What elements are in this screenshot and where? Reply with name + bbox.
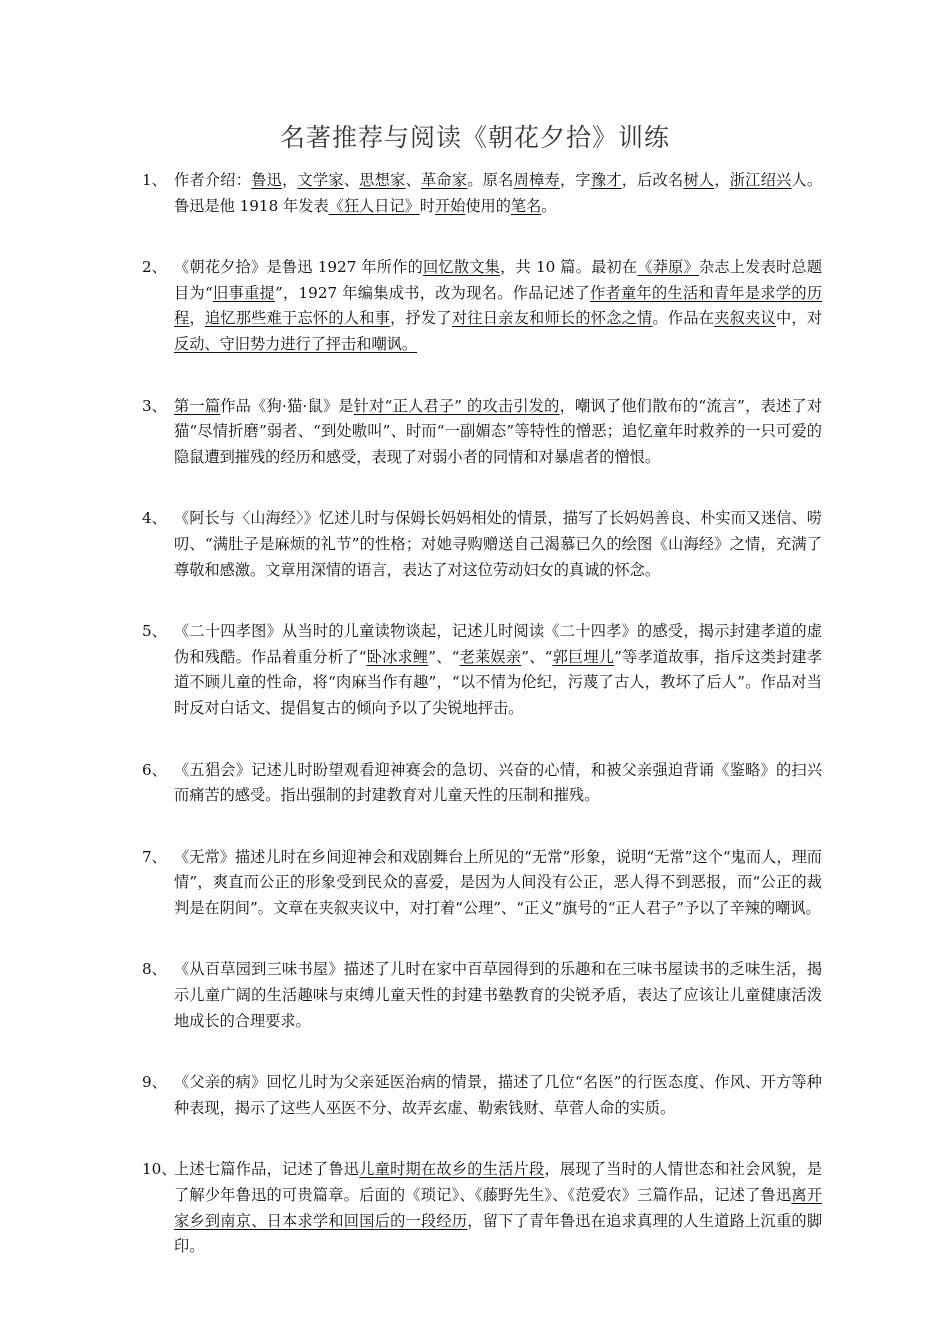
item-number: 4、 <box>142 509 167 528</box>
underlined-text: 思想家 <box>359 171 406 189</box>
item-number: 1、 <box>142 171 167 189</box>
underlined-text: 针对“正人君子” 的攻击引发的 <box>353 396 560 415</box>
underlined-text: 文学家 <box>297 171 344 189</box>
item-number: 7、 <box>142 847 167 866</box>
text-segment: 使用的 <box>465 196 511 215</box>
text-segment: ， <box>282 171 298 189</box>
item-text <box>174 960 822 1029</box>
underlined-text: 反动、守旧势力进行了抨击和嘲讽。 <box>174 334 417 353</box>
item-text <box>174 509 822 578</box>
text-segment: ， <box>714 171 730 189</box>
text-segment: ，展现了当时的人情世态和社会风貌，是了解少年鲁迅的可贵篇章。后面的《琐记》、《藤野先生》、《范爱农》三篇作品，记述了鲁迅 <box>174 1160 823 1205</box>
text-segment: 中，对 <box>776 309 823 328</box>
text-segment: 。原名 <box>467 171 514 189</box>
document-title: 名著推荐与阅读《朝花夕拾》训练 <box>279 123 670 152</box>
text-segment: 。作品在 <box>652 309 715 328</box>
underlined-text: 郭巨埋儿 <box>552 647 615 666</box>
item-text <box>174 622 822 717</box>
item-number: 9、 <box>142 1073 167 1092</box>
text-segment: 、 <box>343 171 360 189</box>
text-segment: ”，1927 年编集成书，改为现名。作品记述了 <box>274 283 591 302</box>
underlined-text: 树人 <box>683 171 715 189</box>
text-segment: 《五猖会》记述儿时盼望观看迎神赛会的急切、兴奋的心情，和被父亲强迫背诵《鉴略》的扫兴而痛苦的感受。指出强制的封建教育对儿童天性的压制和摧残。 <box>174 760 822 805</box>
item-text <box>174 1073 822 1117</box>
underlined-text: 卧冰求鲤 <box>366 647 429 666</box>
text-segment: ，字 <box>559 171 591 189</box>
text-segment: 时 <box>419 196 435 215</box>
text-segment: ”、“ <box>428 647 460 666</box>
item-number: 10、 <box>142 1160 177 1179</box>
underlined-text: 旧事重提 <box>212 283 275 302</box>
underlined-text: 追忆那些难于忘怀的人和事 <box>204 309 391 328</box>
item-number: 2、 <box>142 258 167 277</box>
underlined-text: 第一篇 <box>174 396 221 415</box>
text-segment: 《父亲的病》回忆儿时为父亲延医治病的情景，描述了几位“名医”的行医态度、作风、开方等种种表现，揭示了这些人巫医不分、故弄玄虚、勒索钱财、草菅人命的实质。 <box>174 1073 822 1117</box>
text-segment: 人。鲁迅是他 1918 年发表 <box>174 171 823 215</box>
underlined-text: 浙江绍兴 <box>729 171 792 189</box>
underlined-text: 夹叙夹议 <box>714 309 776 328</box>
text-segment: ”等孝道故事，指斥这类封建孝道不顾儿童的性命，将“肉麻当作有趣”，“以不情为伦纪，污蔑了古人，教坏了后人”。作品对当时反对白话文、提倡复古的倾向予以了尖锐地抨击。 <box>174 647 823 717</box>
text-segment: ， <box>189 309 205 328</box>
item-number: 6、 <box>142 760 167 779</box>
text-segment: ，抒发了 <box>390 309 452 328</box>
list-item-3 <box>142 394 822 471</box>
text-segment: 作品《狗·猫·鼠》是 <box>220 396 354 415</box>
list-item-6 <box>142 758 822 809</box>
underlined-text: 老莱娱亲 <box>459 647 522 666</box>
underlined-text: 周樟寿 <box>513 171 560 189</box>
item-text <box>174 848 822 917</box>
numbered-list <box>142 168 822 1296</box>
text-segment: 《二十四孝图》从当时的儿童读物谈起，记述儿时阅读《二十四孝》的感受，揭示封建孝道的虚伪和残酷。作品着重分析了“ <box>174 622 822 666</box>
underlined-text: 儿童时期在故乡的生活片段 <box>359 1160 545 1179</box>
text-segment: ，留下了青年鲁迅在追求真理的人生道路上沉重的脚印。 <box>174 1211 823 1256</box>
text-segment: 作者介绍： <box>174 171 252 189</box>
list-item-7 <box>142 845 822 922</box>
text-segment: 《从百草园到三味书屋》描述了儿时在家中百草园得到的乐趣和在三味书屋读书的乏味生活，揭示儿童广阔的生活趣味与束缚儿童天性的封建书塾教育的尖锐矛盾，表达了应该让儿童健康活泼地成长的合理要求。 <box>174 960 822 1030</box>
underlined-text: 回忆散文集 <box>423 258 501 277</box>
list-item-9 <box>142 1070 822 1121</box>
underlined-text: 开始 <box>434 196 466 215</box>
text-segment: ”、“ <box>521 647 553 666</box>
underlined-text: 鲁迅 <box>251 171 283 189</box>
text-segment: 上述七篇作品，记述了鲁迅 <box>174 1160 360 1179</box>
text-segment: 《阿长与〈山海经〉》忆述儿时与保姆长妈妈相处的情景，描写了长妈妈善良、朴实而又迷信、唠叨、“满肚子是麻烦的礼节”的性格；对她寻购赠送自己渴慕已久的绘图《山海经》之情，充满了尊敬和感激。文章用深情的语言，表达了对这位劳动妇女的真诚的怀念。 <box>174 509 822 579</box>
item-text <box>174 397 822 466</box>
item-text <box>174 1160 822 1255</box>
underlined-text: 笔名 <box>510 196 542 215</box>
text-segment: 《无常》描述儿时在乡间迎神会和戏剧舞台上所见的“无常”形象，说明“无常”这个“鬼而人，理而情”，爽直而公正的形象受到民众的喜爱，是因为人间没有公正，恶人得不到恶报，而“公正的裁判是在阴间”。文章在夹叙夹议中，对打着“公理”、“正义”旗号的“正人君子”予以了辛辣的嘲讽。 <box>174 847 822 917</box>
text-segment: 、 <box>405 171 421 189</box>
underlined-text: 作者童年的生活和青年是求学的历程 <box>174 283 823 328</box>
underlined-text: 《莽原》 <box>637 258 699 277</box>
text-segment: 杂志上发表时总题目为“ <box>174 258 823 302</box>
item-text <box>174 171 822 215</box>
underlined-text: 离开家乡到南京、日本求学和回国后的一段经历 <box>174 1186 823 1230</box>
item-text <box>174 761 822 805</box>
item-number: 5、 <box>142 622 167 641</box>
list-item-1 <box>142 168 822 219</box>
text-segment: 。 <box>541 196 557 215</box>
underlined-text: 革命家 <box>421 171 468 189</box>
text-segment: ，嘲讽了他们散布的“流言”，表述了对猫“尽情折磨”弱者、“到处嗷叫”、时而“一副媚态”等特性的憎恶；追忆童年时救养的一只可爱的隐鼠遭到摧残的经历和感受，表现了对弱小者的同情和对暴虐者的憎恨。 <box>174 396 823 466</box>
list-item-5 <box>142 619 822 721</box>
list-item-10 <box>142 1157 822 1259</box>
underlined-text: 豫才 <box>590 171 622 189</box>
item-text <box>174 258 822 353</box>
item-number: 8、 <box>142 960 167 979</box>
underlined-text: 《狂人日记》 <box>328 196 420 215</box>
text-segment: ，共 10 篇。最初在 <box>500 258 638 277</box>
list-item-4 <box>142 506 822 583</box>
text-segment: 《朝花夕拾》是鲁迅 1927 年所作的 <box>174 258 424 277</box>
underlined-text: 对往日亲友和师长的怀念之情 <box>451 309 653 328</box>
text-segment: ，后改名 <box>621 171 684 189</box>
item-number: 3、 <box>142 396 167 415</box>
list-item-2 <box>142 255 822 357</box>
list-item-8 <box>142 957 822 1034</box>
